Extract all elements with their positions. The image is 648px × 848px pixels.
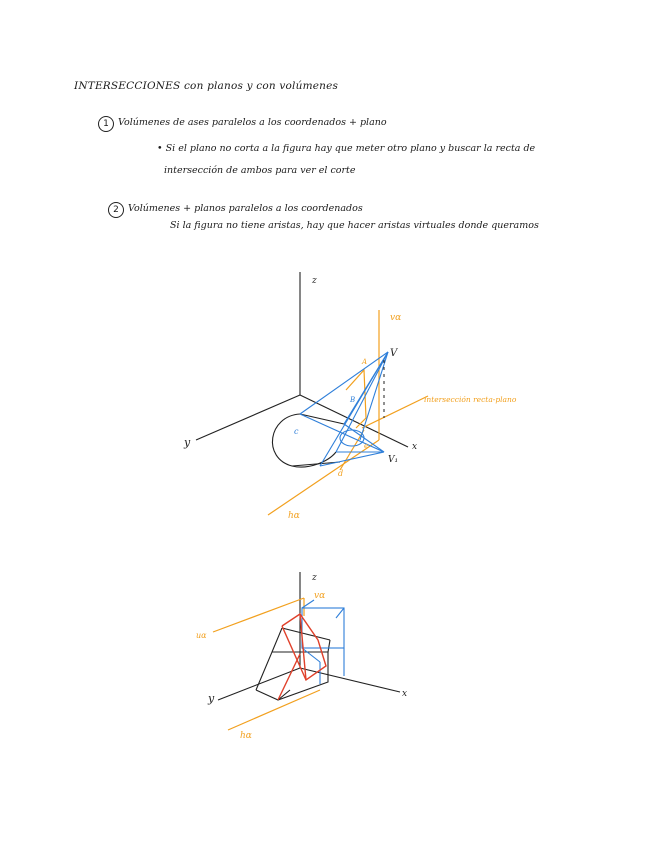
- item-1-text: Volúmenes de ases paralelos a los coordenados + plano: [118, 117, 387, 128]
- h-trace-1: [268, 440, 379, 515]
- item-number-1: 1: [98, 116, 114, 132]
- fig1-z-label: z: [312, 276, 317, 286]
- fig1-e-label: e: [364, 442, 369, 450]
- fig1-vd-label: vα: [390, 313, 402, 323]
- fig2-ud-label: uα: [196, 631, 207, 640]
- figure-1-cylinder: [272, 414, 344, 467]
- fig1-y-label: y: [184, 436, 191, 449]
- fig2-vd-label: vα: [314, 591, 326, 601]
- fig1-v1-label: V₁: [388, 455, 399, 465]
- cylinder-base: [272, 414, 336, 467]
- item-2-text: Volúmenes + planos paralelos a los coordenados: [128, 203, 363, 214]
- fig1-b-label: B: [350, 396, 356, 404]
- y-axis-1: [196, 395, 300, 440]
- fig1-d-label: d: [338, 469, 344, 478]
- bullet-1-line-2: intersección de ambos para ver el corte: [164, 165, 356, 176]
- fig2-hd-label: hα: [240, 731, 252, 741]
- figure-1-orange-traces: [268, 310, 428, 515]
- page-title: INTERSECCIONES con planos y con volúmenes: [74, 80, 339, 92]
- fig2-x-label: x: [402, 689, 408, 699]
- fig1-c-label: c: [294, 427, 299, 436]
- fig1-intersection-label: intersección recta-plano: [424, 395, 517, 404]
- bullet-marker: •: [157, 143, 163, 154]
- bullet-1-line-1: Si el plano no corta a la figura hay que meter otro plano y buscar la recta de: [165, 143, 536, 154]
- fig2-z-label: z: [312, 573, 317, 583]
- fig1-x-label: x: [412, 442, 418, 452]
- item-number-2: 2: [108, 202, 124, 218]
- item-2-line-2: Si la figura no tiene aristas, hay que hacer aristas virtuales donde queramos: [170, 220, 539, 231]
- fig2-y-label: y: [208, 692, 215, 705]
- fig1-v-label: V: [390, 348, 398, 359]
- figure-1-cone: [300, 352, 388, 466]
- fig1-hd-label: hα: [288, 511, 300, 521]
- fig1-a-label: A: [362, 358, 368, 366]
